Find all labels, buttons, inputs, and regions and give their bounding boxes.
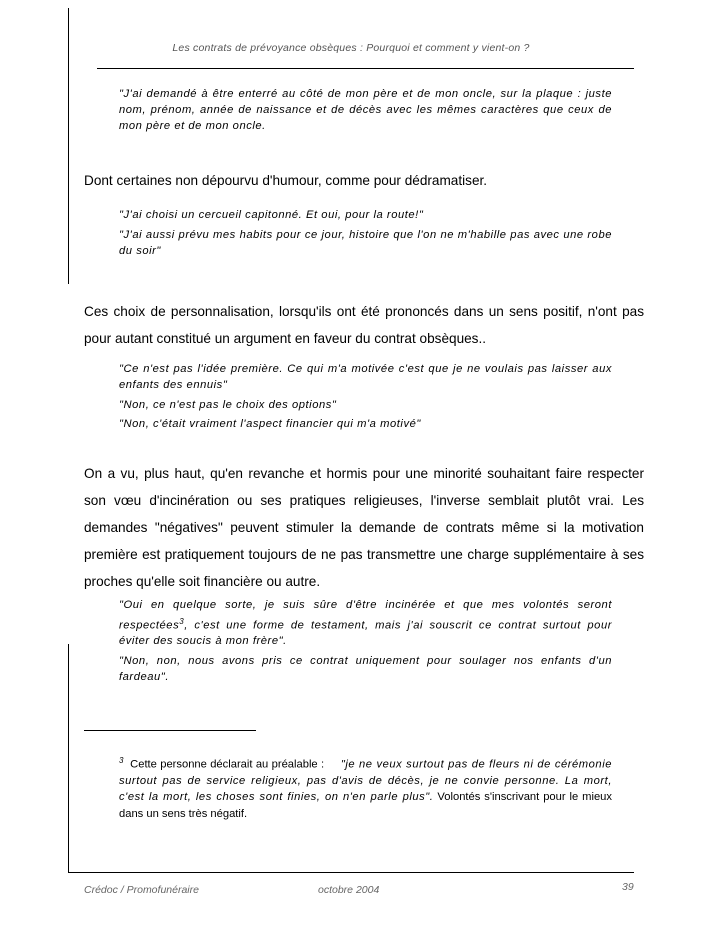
footnote-quote: "je ne veux surtout pas de fleurs ni de cérémonie surtout pas de service religieux, pas d'avis de décès, je ne convie personne. La mort, c'est la mort, les choses sont finies, on n'en parle plus". [119,758,612,804]
margin-rule-top [68,8,69,68]
page-number: 39 [622,881,634,893]
footnote-separator [84,730,256,731]
quote-item: "Non, non, nous avons pris ce contrat uniquement pour soulager nos enfants d'un fardeau". [119,655,612,683]
quote-item-with-note [119,598,612,650]
quote-block-3 [119,362,612,433]
quote-item: "J'ai demandé à être enterré au côté de mon père et de mon oncle, sur la plaque : juste nom, prénom, année de naissance et de décès avec les mêmes caractères que ceux de mon père et de mon oncle. [119,88,612,132]
quote-item: "Non, ce n'est pas le choix des options" [119,398,337,411]
header-rule [97,68,634,69]
quote-text: , c'est une forme de testament, mais j'ai souscrit ce contrat surtout pour éviter des soucis à mon frère". [119,619,612,648]
footer-source: Crédoc / Promofunéraire [84,884,199,896]
body-paragraph-1: Dont certaines non dépourvu d'humour, comme pour dédramatiser. [84,173,488,188]
footnote [119,753,612,822]
margin-rule-upper [68,68,69,284]
running-header: Les contrats de prévoyance obsèques : Pourquoi et comment y vient-on ? [172,42,530,54]
body-paragraph-2: Ces choix de personnalisation, lorsqu'ils ont été prononcés dans un sens positif, n'ont pas pour autant constitué un argument en faveur du contrat obsèques.. [84,304,644,346]
margin-rule-lower [68,644,69,873]
footnote-intro: Cette personne déclarait au préalable : [130,758,325,771]
quote-block-2 [119,208,612,259]
body-paragraph-3: On a vu, plus haut, qu'en revanche et hormis pour une minorité souhaitant faire respecter son vœu d'incinération ou ses pratiques religieuses, l'inverse semblait plutôt vrai. Les demandes "négatives" peuvent stimuler la demande de contrats même si la motivation première est pratiquement toujours de ne pas transmettre une charge supplémentaire à ses proches qu'elle soit financière ou autre. [84,466,644,589]
footnote-number: 3 [119,756,124,765]
quote-block-4 [119,598,612,686]
quote-item: "J'ai aussi prévu mes habits pour ce jour, histoire que l'on ne m'habille pas avec une robe du soir" [119,228,612,257]
footer-date: octobre 2004 [318,884,380,896]
quote-item: "Non, c'était vraiment l'aspect financier qui m'a motivé" [119,418,421,431]
footnote-after: Volontés s'inscrivant pour le mieux dans un sens très négatif. [119,791,612,820]
footer-rule [68,872,634,873]
quote-item: "Ce n'est pas l'idée première. Ce qui m'a motivée c'est que je ne voulais pas laisser aux enfants des ennuis" [119,363,612,391]
quote-item: "J'ai choisi un cercueil capitonné. Et oui, pour la route!" [119,209,424,221]
quote-block-1 [119,87,612,134]
footnote-ref[interactable]: 3 [179,616,185,626]
quote-text: "Oui en quelque sorte, je suis sûre d'être incinérée et que mes volontés seront respectées [119,599,612,632]
